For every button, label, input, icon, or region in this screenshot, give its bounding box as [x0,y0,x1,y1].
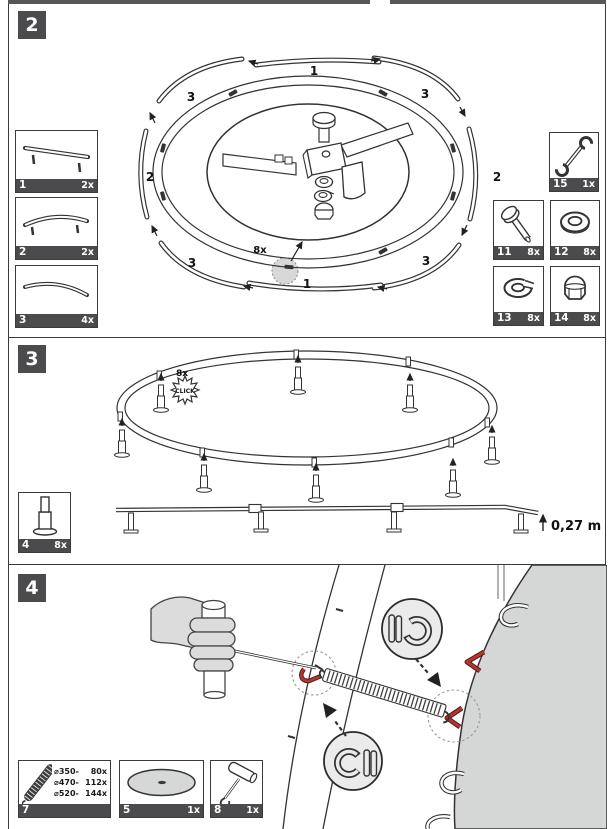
part-box-4 [18,492,71,553]
spring-size: ⌀470- [54,777,79,787]
joint-highlight-circle [272,258,298,284]
part-count: 8x [583,313,596,324]
spring-size: ⌀350- [54,766,79,776]
spring-hole [336,609,343,611]
cap-nut-icon [552,267,599,312]
part-box-15 [549,132,599,192]
part-number: 1 [19,179,27,191]
click-count-label: 8x [175,369,189,379]
part-count: 8x [54,540,67,551]
wrench-icon [551,133,597,178]
step-badge: 4 [18,574,46,602]
finger [190,618,235,632]
height-label: 0,27 m [551,519,602,534]
spring-count: 144x [85,788,107,798]
label-arc-left: 2 [145,170,155,184]
finger [188,632,235,646]
label-corner-tr: 3 [420,87,430,101]
part-box-7 [18,760,111,818]
spring-count: 80x [90,766,107,776]
part-count: 8x [527,247,540,258]
spring-hole [288,736,295,738]
straight-rail-icon [17,131,96,179]
step-3-panel [8,338,606,565]
label-corner-bl: 3 [187,256,197,270]
part-number: 2 [19,246,27,258]
part-box-12 [550,200,600,260]
spring-washer-icon [495,267,542,312]
part-number: 12 [554,246,569,258]
step-badge: 2 [18,11,46,39]
side-view [116,504,601,535]
part-count: 1x [187,805,200,816]
part-box-3 [15,265,98,328]
spring-quantity-table [54,767,107,799]
spring-tool-icon [212,761,261,804]
label-rail-bottom: 1 [302,277,312,291]
jumping-mat [454,565,607,829]
hook-detail-magnifier-a [382,599,442,659]
part-count: 8x [583,247,596,258]
legs [115,356,500,502]
hand [151,597,235,698]
jumping-mat-icon [121,761,202,804]
part-box-2 [15,197,98,260]
part-box-5 [119,760,204,818]
part-box-13 [493,266,544,326]
curved-rail-icon [17,266,96,314]
label-corner-tl: 3 [186,90,196,104]
label-corner-br: 3 [421,254,431,268]
part-count: 1x [246,805,259,816]
frame-behind-mat [498,565,504,601]
part-box-8 [210,760,263,818]
part-number: 5 [123,804,131,816]
spring-size: ⌀520- [54,788,79,798]
part-number: 11 [497,246,512,258]
step-4-panel [8,565,606,829]
tool-tip [315,665,323,670]
frame-ring-outer [117,351,497,465]
spring-count: 112x [85,777,107,787]
curved-rail-socket-icon [17,198,96,246]
part-count: 1x [582,179,595,190]
part-count: 4x [81,315,94,326]
label-rail-top: 1 [309,64,319,78]
tool-rod [230,650,316,668]
part-number: 14 [554,312,569,324]
finger [190,646,235,659]
step-badge: 3 [18,345,46,373]
part-box-14 [550,266,600,326]
washer-icon [552,201,599,246]
part-number: 15 [553,178,568,190]
part-number: 8 [214,804,222,816]
joint-detail-magnifier [207,104,409,240]
part-number: 13 [497,312,512,324]
legs-assembly-diagram [9,338,607,565]
step-2-panel [8,4,606,338]
spring [316,667,452,724]
joint-count-label: 8x [253,245,267,256]
label-arc-right: 2 [492,170,502,184]
hook-detail-magnifier-b [324,732,382,790]
finger [194,659,233,671]
part-count: 2x [81,180,94,191]
spring-icon [22,761,52,804]
part-number: 7 [22,804,30,816]
part-box-1 [15,130,98,193]
part-number: 4 [22,539,30,551]
part-box-11 [493,200,544,260]
part-count: 2x [81,247,94,258]
bolt-icon [495,201,542,246]
part-number: 3 [19,314,27,326]
click-label: CLICK [175,388,195,395]
leg-icon [20,493,69,539]
part-count: 8x [527,313,540,324]
